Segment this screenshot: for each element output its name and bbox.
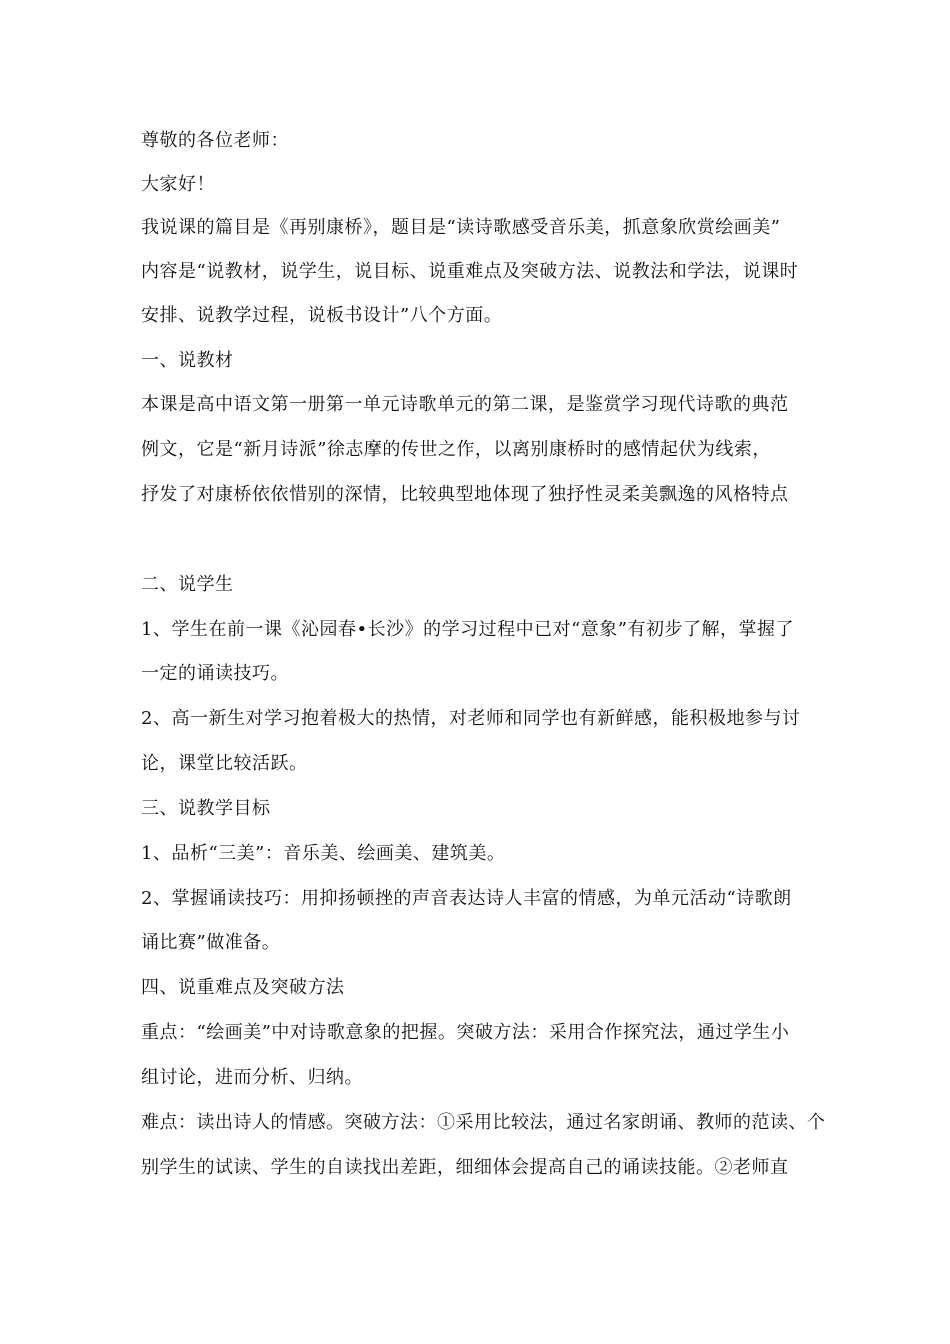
students-item-2-line-2: 论，课堂比较活跃。 <box>141 753 308 774</box>
key-point-line-2: 组讨论，进而分析、归纳。 <box>141 1067 363 1088</box>
students-item-1-line-1: 1、学生在前一课《沁园春•长沙》的学习过程中已对“意象”有初步了解，掌握了 <box>141 619 794 640</box>
section-heading-textbook: 一、说教材 <box>141 350 234 371</box>
students-item-2-line-1: 2、高一新生对学习抱着极大的热情，对老师和同学也有新鲜感，能积极地参与讨 <box>141 708 801 729</box>
intro-line-2: 内容是“说教材，说学生，说目标、说重难点及突破方法、说教法和学法，说课时 <box>141 261 799 282</box>
intro-line-1: 我说课的篇目是《再别康桥》，题目是“读诗歌感受音乐美，抓意象欣赏绘画美” <box>141 217 781 238</box>
section-heading-objectives: 三、说教学目标 <box>141 798 271 819</box>
textbook-line-1: 本课是高中语文第一册第一单元诗歌单元的第二课，是鉴赏学习现代诗歌的典范 <box>141 394 789 415</box>
key-point-line-1: 重点：“绘画美”中对诗歌意象的把握。突破方法：采用合作探究法，通过学生小 <box>141 1022 790 1043</box>
greeting: 大家好！ <box>141 174 215 195</box>
textbook-line-3: 抒发了对康桥依依惜别的深情，比较典型地体现了独抒性灵柔美飘逸的风格特点 <box>141 484 789 505</box>
difficulty-line-1: 难点：读出诗人的情感。突破方法：①采用比较法，通过名家朗诵、教师的范读、个 <box>141 1112 826 1133</box>
salutation: 尊敬的各位老师： <box>141 130 289 151</box>
objectives-item-2-line-2: 诵比赛”做准备。 <box>141 932 281 953</box>
section-heading-key-points: 四、说重难点及突破方法 <box>141 977 345 998</box>
section-heading-students: 二、说学生 <box>141 574 234 595</box>
objectives-item-1: 1、品析“三美”：音乐美、绘画美、建筑美。 <box>141 843 506 864</box>
students-item-1-line-2: 一定的诵读技巧。 <box>141 663 289 684</box>
objectives-item-2-line-1: 2、掌握诵读技巧：用抑扬顿挫的声音表达诗人丰富的情感，为单元活动“诗歌朗 <box>141 888 792 909</box>
difficulty-line-2: 别学生的试读、学生的自读找出差距，细细体会提高自己的诵读技能。②老师直 <box>141 1157 789 1178</box>
textbook-line-2: 例文，它是“新月诗派”徐志摩的传世之作，以离别康桥时的感情起伏为线索， <box>141 439 771 460</box>
intro-line-3: 安排、说教学过程，说板书设计”八个方面。 <box>141 305 503 326</box>
